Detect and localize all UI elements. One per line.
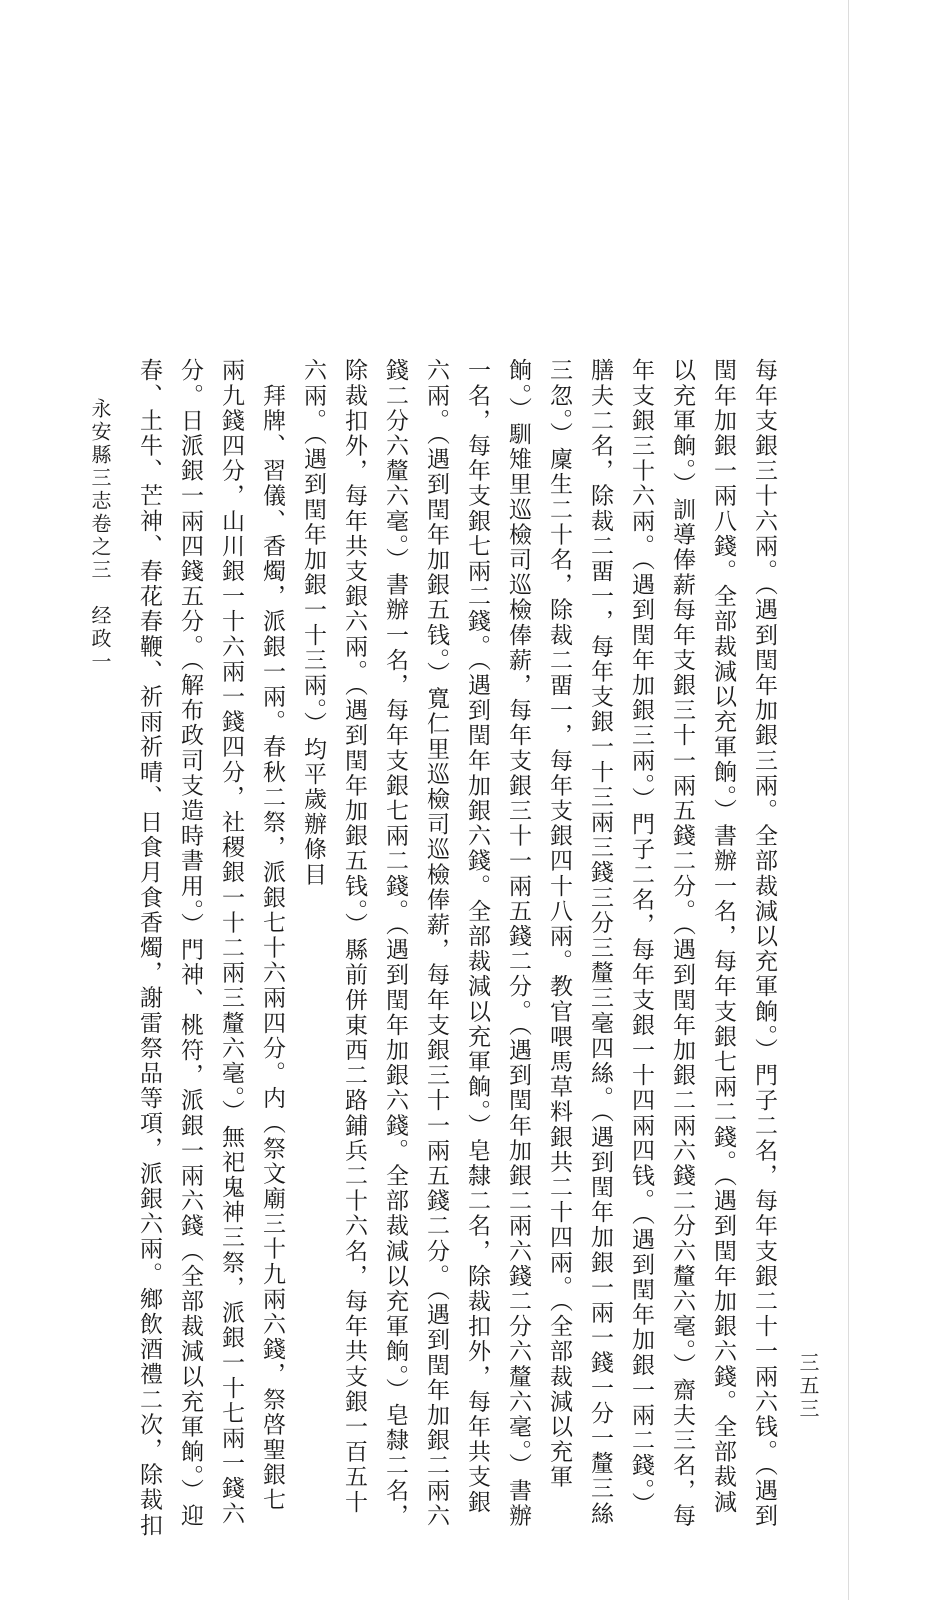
text-column: 年支銀三十六兩。（遇到閏年加銀三兩。）門子二名，每年支銀一十四兩四钱。（遇到閏年加銀一兩二錢。） bbox=[628, 358, 654, 1517]
text-column: 春、土牛、芒神、春花春鞭、祈雨祈晴、日食月食香燭，謝雷祭品等項，派銀六兩。鄉飲酒禮二次，除裁扣 bbox=[136, 358, 162, 1538]
text-column: 分。日派銀一兩四錢五分。（解布政司支造時書用。）門神、桃符，派銀一兩六錢（全部裁減以充軍餉。）迎 bbox=[177, 358, 203, 1529]
text-column: 餉。）馴雉里巡檢司巡檢俸薪，每年支銀三十一兩五錢二分。（遇到閏年加銀二兩六錢二分六釐六毫。）書辦 bbox=[505, 358, 531, 1529]
text-column: 兩九錢四分，山川銀一十六兩一錢四分，社稷銀一十二兩三釐六毫。）無祀鬼神三祭，派銀一十七兩一錢六 bbox=[218, 358, 244, 1527]
text-column: 六兩。（遇到閏年加銀一十三兩。）均平歲辦條目 bbox=[300, 358, 326, 888]
text-column: 三忽。）廩生二十名，除裁二畱一，每年支銀四十八兩。教官喂馬草料銀共二十四兩。（全部裁減以充軍 bbox=[546, 358, 572, 1490]
text-column: 一名，每年支銀七兩二錢。（遇到閏年加銀六錢。全部裁減以充軍餉。）皂隸二名，除裁扣外，每年共支銀 bbox=[464, 358, 490, 1515]
text-column: 除裁扣外，每年共支銀六兩。（遇到閏年加銀五钱。）縣前併東西二路鋪兵二十六名，每年共支銀一百五十 bbox=[341, 358, 367, 1515]
margin-title: 永安縣三志卷之三 经政一 bbox=[88, 398, 112, 674]
text-column: 六兩。（遇到閏年加銀五钱。）寬仁里巡檢司巡檢俸薪，每年支銀三十一兩五錢二分。（遇到閏年加銀二兩六 bbox=[423, 358, 449, 1529]
text-column: 閏年加銀一兩八錢。全部裁減以充軍餉。）書辦一名，每年支銀七兩二錢。（遇到閏年加銀六錢。全部裁減 bbox=[710, 358, 736, 1515]
page-edge-line bbox=[848, 0, 849, 1600]
text-column: 膳夫二名，除裁二畱一，每年支銀一十三兩三錢三分三釐三毫四絲。（遇到閏年加銀一兩一錢一分一釐三絲 bbox=[587, 358, 613, 1527]
text-column: 錢二分六釐六毫。）書辦一名，每年支銀七兩二錢。（遇到閏年加銀六錢。全部裁減以充軍餉。）皂隸二名， bbox=[382, 358, 408, 1529]
text-column: 拜牌、習儀、香燭，派銀一兩。春秋二祭，派銀七十六兩四分。内（祭文廟三十九兩六錢，祭啓聖銀七 bbox=[259, 358, 285, 1513]
text-column: 每年支銀三十六兩。（遇到閏年加銀三兩。全部裁減以充軍餉。）門子二名，每年支銀二十一兩六钱。（遇到 bbox=[751, 358, 777, 1529]
page-number: 三五三 bbox=[796, 1352, 820, 1421]
text-column: 以充軍餉。）訓導俸薪每年支銀三十一兩五錢二分。（遇到閏年加銀二兩六錢二分六釐六毫。）齋夫三名，每 bbox=[669, 358, 695, 1529]
